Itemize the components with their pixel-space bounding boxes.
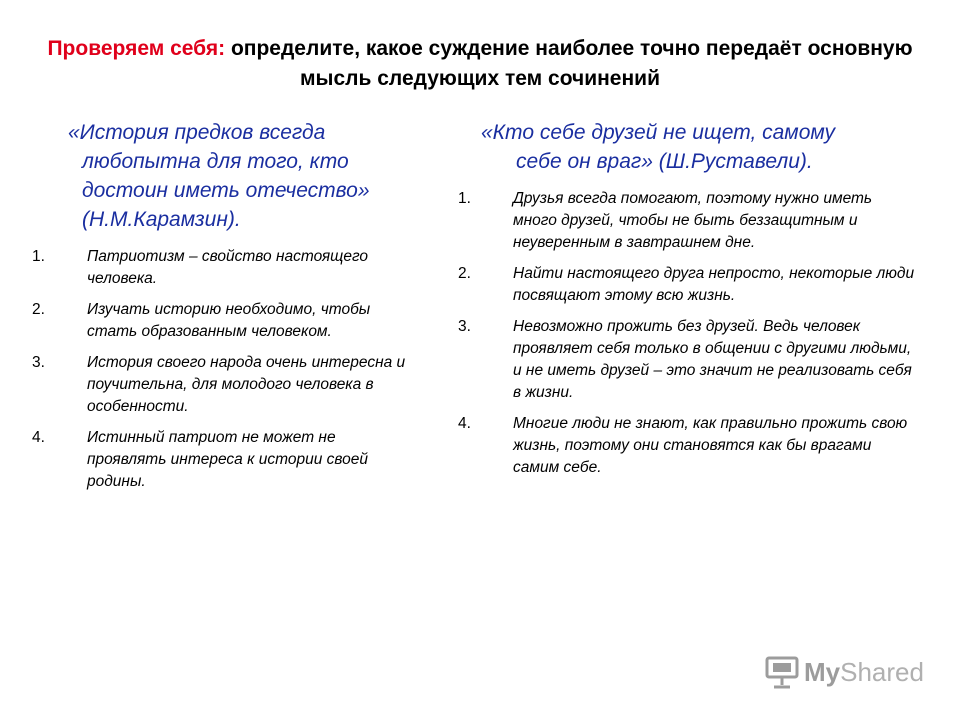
slide-title [40, 34, 920, 94]
option-text: Невозможно прожить без друзей. Ведь человек проявляет себя только в общении с другими людьми, и не иметь друзей – это значит не реализовать себя в жизни. [513, 318, 912, 401]
option-text: Изучать историю необходимо, чтобы стать образованным человеком. [87, 301, 371, 340]
option-number: 3. [458, 318, 471, 335]
watermark-my: My [804, 656, 841, 687]
option-number: 4. [32, 429, 45, 446]
right-column [458, 118, 918, 488]
watermark-text [804, 657, 924, 688]
option-number: 1. [32, 248, 45, 265]
option-number: 4. [458, 415, 471, 432]
left-option-4 [32, 427, 412, 493]
right-option-1 [458, 188, 918, 254]
left-option-2 [32, 299, 412, 343]
option-number: 2. [32, 301, 45, 318]
myshared-watermark [764, 655, 924, 689]
left-option-3 [32, 352, 412, 418]
right-options-list [458, 188, 918, 479]
left-option-1 [32, 246, 412, 290]
option-text: Друзья всегда помогают, поэтому нужно иметь много друзей, чтобы не быть беззащитным и неуверенным в завтрашнем дне. [513, 190, 873, 251]
option-number: 2. [458, 265, 471, 282]
right-option-3 [458, 316, 918, 404]
title-lead: Проверяем себя: [47, 37, 226, 60]
right-quote: «Кто себе друзей не ищет, самому себе он враг» (Ш.Руставели). [481, 121, 836, 173]
left-column [32, 118, 412, 502]
option-number: 1. [458, 190, 471, 207]
left-quote: «История предков всегда любопытна для того, кто достоин иметь отечество» (Н.М.Карамзин). [68, 121, 370, 231]
option-text: Патриотизм – свойство настоящего человека. [87, 248, 369, 287]
option-text: Многие люди не знают, как правильно прожить свою жизнь, поэтому они становятся как бы врагами самим себе. [513, 415, 908, 476]
option-text: Найти настоящего друга непросто, некоторые люди посвящают этому всю жизнь. [513, 265, 915, 304]
left-options-list [32, 246, 412, 493]
watermark-shared: Shared [840, 656, 924, 687]
option-text: Истинный патриот не может не проявлять интереса к истории своей родины. [87, 429, 368, 490]
option-number: 3. [32, 354, 45, 371]
option-text: История своего народа очень интересна и поучительна, для молодого человека в особенности. [87, 354, 406, 415]
title-rest: определите, какое суждение наиболее точно передаёт основную мысль следующих тем сочинений [225, 37, 913, 90]
right-option-4 [458, 413, 918, 479]
right-option-2 [458, 263, 918, 307]
presentation-icon [764, 655, 800, 689]
